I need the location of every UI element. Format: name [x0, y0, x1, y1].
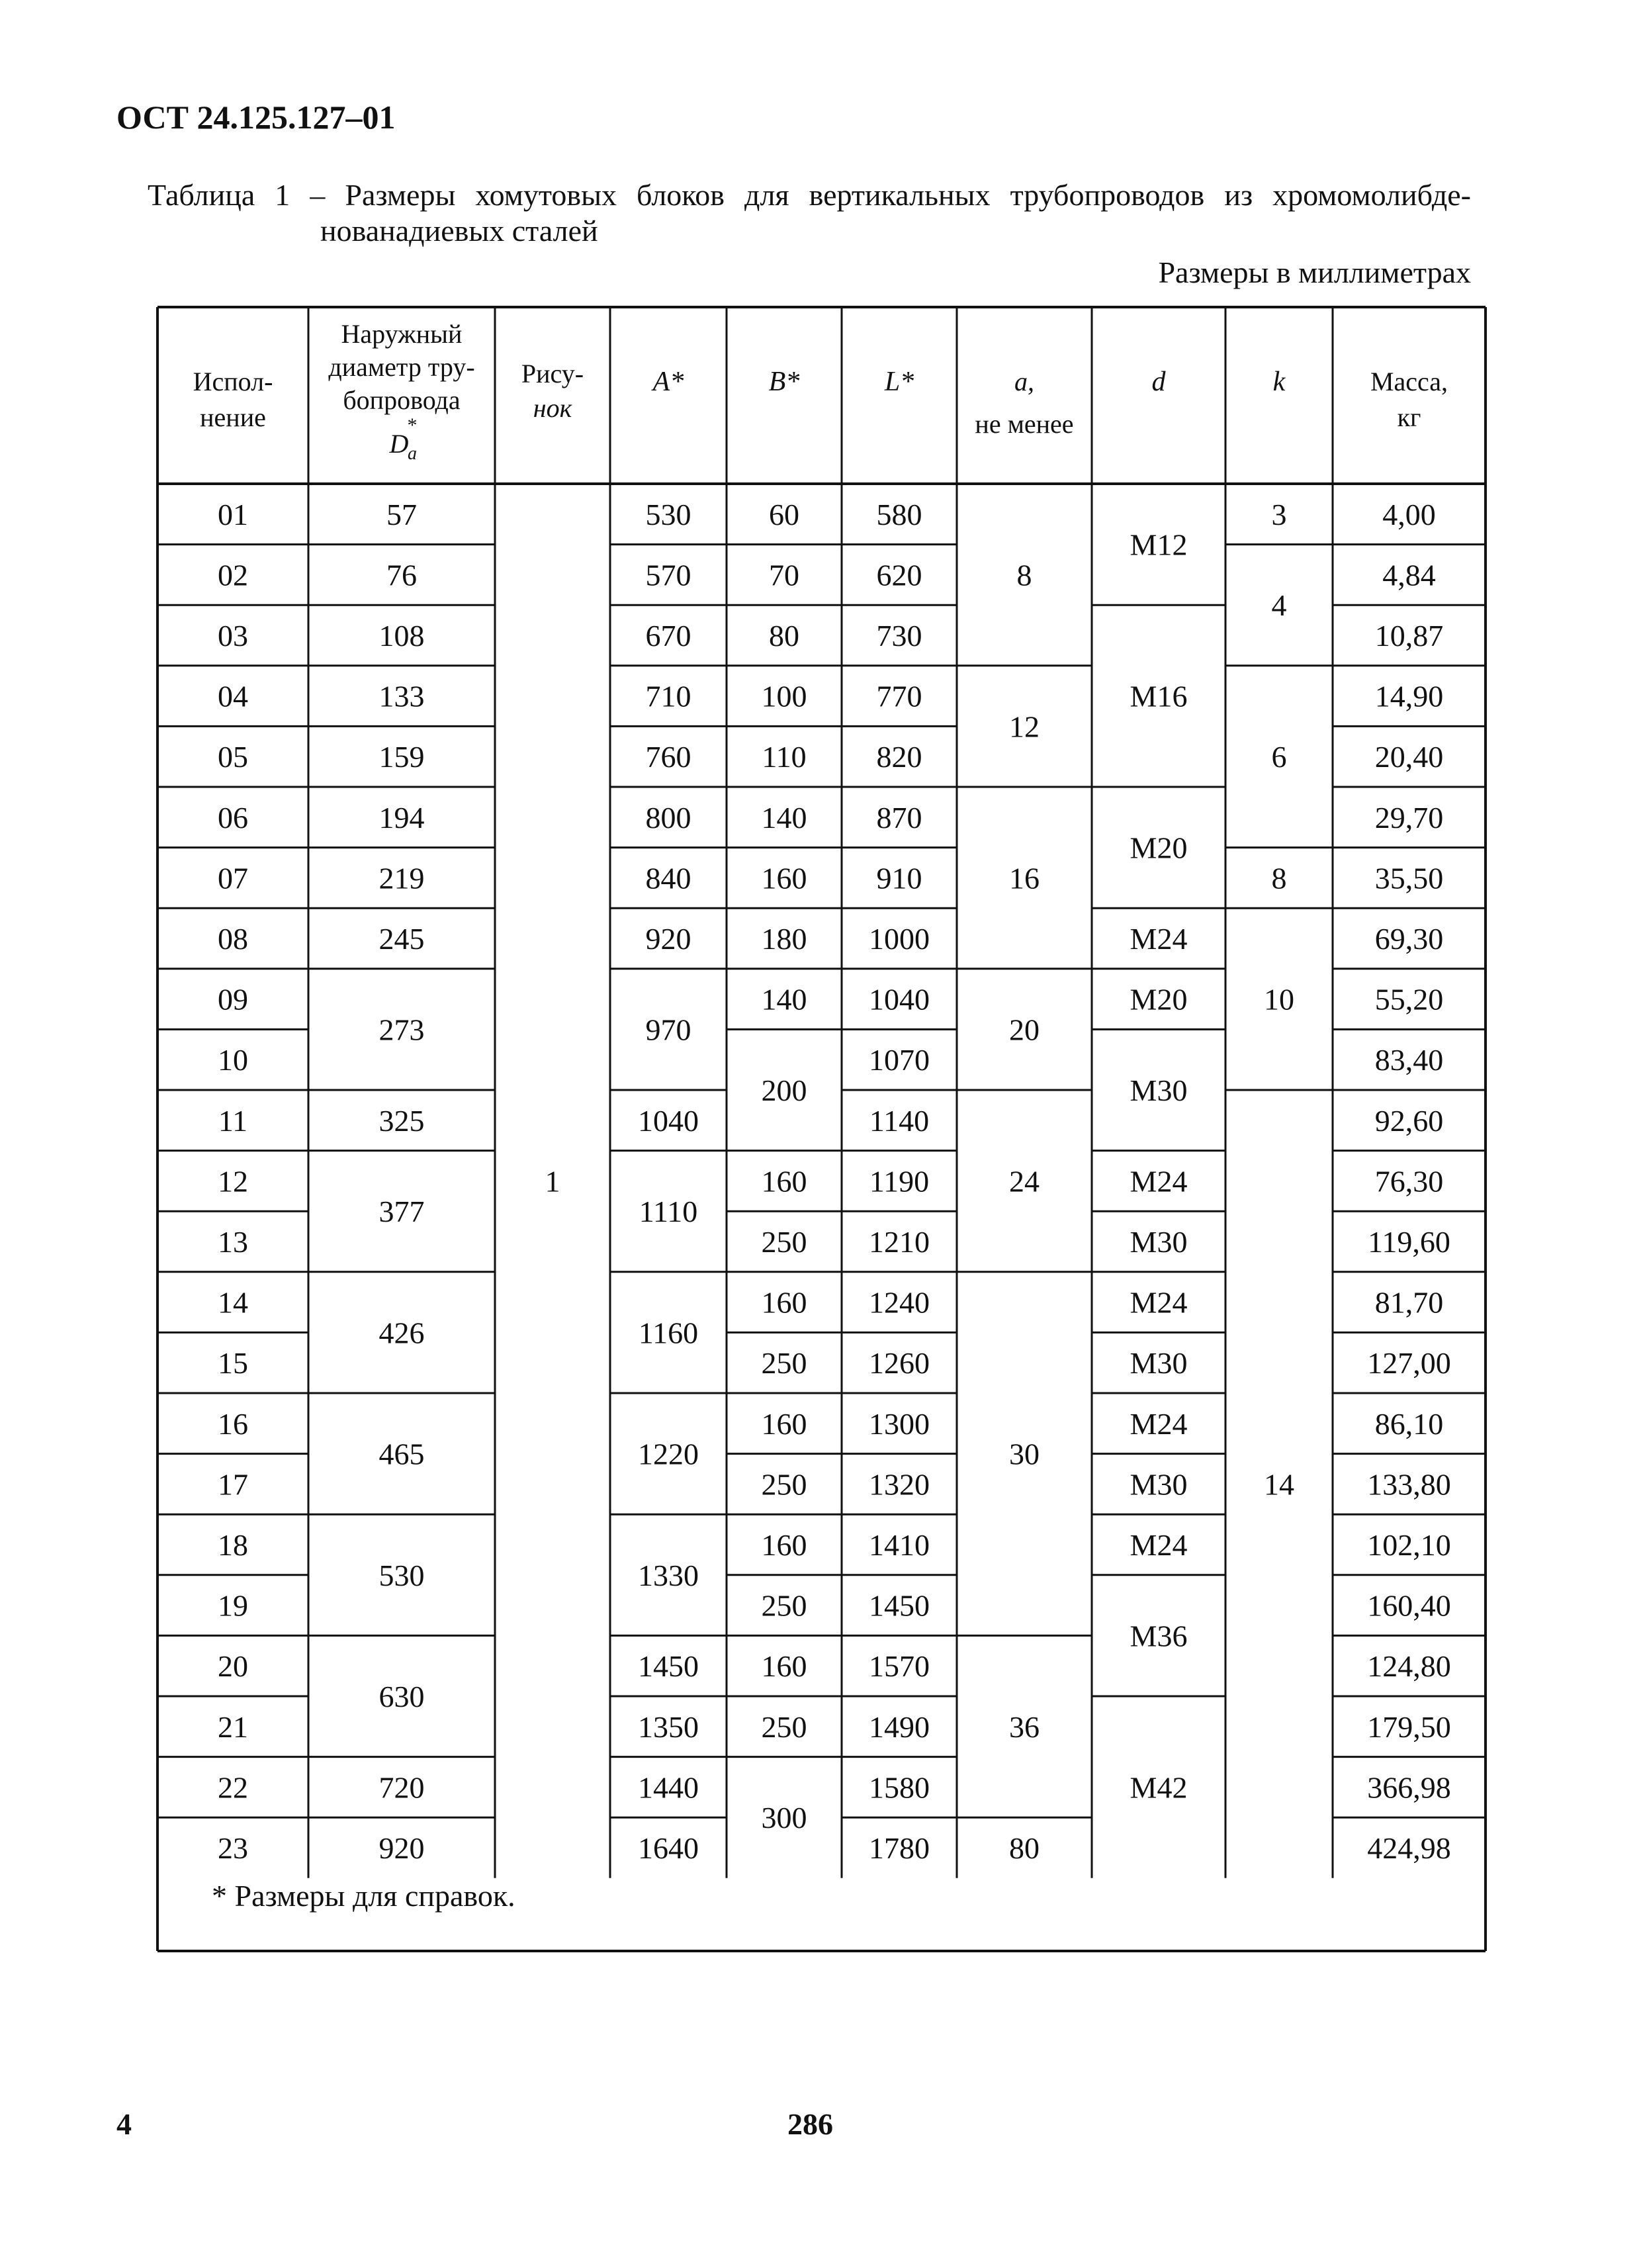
cell-B: 80: [769, 619, 799, 653]
cell-L: 1190: [869, 1164, 930, 1199]
cell-A: 1110: [639, 1195, 698, 1229]
page-number-left: 4: [116, 2107, 132, 2141]
cell-ispolnenie: 08: [218, 922, 248, 956]
cell-B: 180: [761, 922, 807, 956]
units-note: Размеры в миллиметрах: [1158, 255, 1471, 289]
cell-ispolnenie: 09: [218, 982, 248, 1017]
cell-B: 140: [761, 982, 807, 1017]
header-risunok: Рису-: [521, 359, 584, 388]
cell-A: 920: [645, 922, 691, 956]
cell-k: 10: [1264, 982, 1294, 1017]
cell-ispolnenie: 22: [218, 1770, 248, 1805]
cell-B: 160: [761, 1406, 807, 1441]
table-caption-continuation: нованадиевых сталей: [320, 214, 598, 248]
cell-B: 250: [761, 1346, 807, 1381]
cell-A: 1330: [638, 1558, 699, 1592]
header-L: L*: [884, 367, 914, 397]
cell-L: 1570: [869, 1649, 930, 1684]
cell-A: 710: [645, 679, 691, 713]
page-number-center: 286: [787, 2107, 833, 2141]
cell-ispolnenie: 11: [218, 1103, 248, 1138]
cell-B: 250: [761, 1709, 807, 1744]
cell-B: 200: [761, 1073, 807, 1107]
cell-d-thread: М24: [1130, 922, 1188, 956]
cell-ispolnenie: 18: [218, 1528, 248, 1562]
header-diameter-superscript: *: [407, 414, 418, 436]
cell-A: 1160: [638, 1316, 699, 1350]
cell-mass: 86,10: [1374, 1406, 1444, 1441]
cell-L: 1780: [869, 1831, 930, 1865]
cell-ispolnenie: 10: [218, 1043, 248, 1077]
cell-d-thread: М30: [1130, 1467, 1188, 1502]
cell-L: 1580: [869, 1770, 930, 1805]
cell-mass: 160,40: [1367, 1588, 1451, 1623]
cell-a-min: 20: [1009, 1013, 1040, 1047]
cell-L: 1450: [869, 1588, 930, 1623]
cell-k: 3: [1271, 497, 1287, 531]
cell-ispolnenie: 02: [218, 558, 248, 592]
cell-A: 840: [645, 861, 691, 895]
cell-mass: 35,50: [1374, 861, 1444, 895]
cell-mass: 92,60: [1374, 1103, 1444, 1138]
cell-mass: 81,70: [1374, 1285, 1444, 1320]
cell-diameter: 465: [378, 1437, 425, 1471]
cell-ispolnenie: 14: [218, 1285, 248, 1320]
cell-a-min: 8: [1016, 558, 1032, 592]
cell-L: 1260: [869, 1346, 930, 1381]
cell-A: 800: [645, 800, 691, 835]
cell-a-min: 36: [1009, 1709, 1040, 1744]
cell-diameter: 630: [378, 1680, 425, 1713]
cell-A: 1040: [638, 1103, 699, 1138]
cell-diameter: 159: [378, 740, 425, 774]
cell-L: 1300: [869, 1406, 930, 1441]
cell-L: 1490: [869, 1709, 930, 1744]
cell-A: 1440: [638, 1770, 699, 1805]
cell-L: 1070: [869, 1043, 930, 1077]
cell-mass: 4,00: [1382, 497, 1436, 531]
cell-ispolnenie: 12: [218, 1164, 248, 1199]
cell-A: 570: [645, 558, 691, 592]
header-diameter-symbol: D: [389, 429, 409, 459]
cell-k: 14: [1264, 1467, 1294, 1502]
cell-B: 110: [762, 740, 807, 774]
cell-a-min: 30: [1009, 1437, 1040, 1471]
cell-mass: 83,40: [1374, 1043, 1444, 1077]
header-diameter: диаметр тру-: [328, 352, 475, 382]
cell-mass: 76,30: [1374, 1164, 1444, 1199]
cell-mass: 102,10: [1367, 1528, 1451, 1562]
cell-ispolnenie: 16: [218, 1406, 248, 1441]
cell-a-min: 12: [1009, 709, 1040, 744]
cell-d-thread: М20: [1130, 831, 1188, 865]
cell-d-thread: М36: [1130, 1619, 1188, 1653]
cell-diameter: 920: [378, 1831, 425, 1865]
cell-A: 1220: [638, 1437, 699, 1471]
cell-diameter: 426: [378, 1316, 425, 1350]
cell-d-thread: М20: [1130, 982, 1188, 1017]
cell-B: 160: [761, 1164, 807, 1199]
cell-mass: 119,60: [1368, 1225, 1450, 1259]
cell-A: 670: [645, 619, 691, 653]
cell-mass: 127,00: [1367, 1346, 1451, 1381]
cell-d-thread: М30: [1130, 1346, 1188, 1381]
cell-B: 250: [761, 1225, 807, 1259]
cell-d-thread: М24: [1130, 1164, 1188, 1199]
header-risunok: нок: [533, 393, 572, 423]
cell-L: 770: [876, 679, 922, 713]
cell-d-thread: М24: [1130, 1406, 1188, 1441]
document-code: ОСТ 24.125.127–01: [116, 99, 396, 136]
header-a: a,: [1014, 367, 1034, 396]
table-caption: Таблица 1 – Размеры хомутовых блоков для вертикальных трубопроводов из хромомолибде-: [148, 178, 1471, 212]
cell-B: 160: [761, 1528, 807, 1562]
cell-L: 820: [876, 740, 922, 774]
header-A: A*: [652, 367, 684, 397]
cell-ispolnenie: 06: [218, 800, 248, 835]
cell-mass: 124,80: [1367, 1649, 1451, 1684]
cell-mass: 179,50: [1367, 1709, 1451, 1744]
header-d: d: [1151, 367, 1166, 397]
cell-ispolnenie: 19: [218, 1588, 248, 1623]
cell-A: 1350: [638, 1709, 699, 1744]
cell-L: 1140: [869, 1103, 930, 1138]
cell-A: 970: [645, 1013, 691, 1047]
cell-ispolnenie: 20: [218, 1649, 248, 1684]
cell-d-thread: М30: [1130, 1073, 1188, 1107]
cell-ispolnenie: 04: [218, 679, 248, 713]
header-ispolnenie: нение: [200, 402, 266, 432]
cell-mass: 20,40: [1374, 740, 1444, 774]
cell-diameter: 245: [378, 922, 425, 956]
header-diameter-subscript: a: [408, 443, 417, 464]
cell-mass: 10,87: [1374, 619, 1444, 653]
cell-diameter: 530: [378, 1558, 425, 1592]
cell-B: 160: [761, 1649, 807, 1684]
cell-A: 1640: [638, 1831, 699, 1865]
header-diameter: бопровода: [343, 385, 461, 415]
cell-A: 530: [645, 497, 691, 531]
cell-diameter: 57: [386, 497, 417, 531]
cell-A: 1450: [638, 1649, 699, 1684]
cell-B: 60: [769, 497, 799, 531]
cell-k: 8: [1271, 861, 1287, 895]
cell-L: 1240: [869, 1285, 930, 1320]
cell-L: 1000: [869, 922, 930, 956]
header-mass: Масса,: [1370, 367, 1448, 396]
cell-L: 1210: [869, 1225, 930, 1259]
header-ispolnenie: Испол-: [193, 367, 273, 396]
cell-L: 1040: [869, 982, 930, 1017]
cell-a-min: 24: [1009, 1164, 1040, 1199]
cell-diameter: 76: [386, 558, 417, 592]
cell-diameter: 133: [378, 679, 425, 713]
cell-ispolnenie: 07: [218, 861, 248, 895]
cell-L: 910: [876, 861, 922, 895]
cell-L: 620: [876, 558, 922, 592]
cell-mass: 424,98: [1367, 1831, 1451, 1865]
cell-B: 250: [761, 1588, 807, 1623]
cell-diameter: 219: [378, 861, 425, 895]
cell-ispolnenie: 01: [218, 497, 248, 531]
header-diameter: Наружный: [341, 319, 463, 349]
cell-L: 580: [876, 497, 922, 531]
cell-d-thread: М24: [1130, 1285, 1188, 1320]
header-mass: кг: [1397, 402, 1421, 432]
cell-B: 160: [761, 861, 807, 895]
cell-B: 70: [769, 558, 799, 592]
header-B: B*: [768, 367, 800, 397]
cell-k: 6: [1271, 740, 1287, 774]
cell-B: 100: [761, 679, 807, 713]
cell-mass: 366,98: [1367, 1770, 1451, 1805]
cell-L: 1320: [869, 1467, 930, 1502]
cell-L: 1410: [869, 1528, 930, 1562]
cell-diameter: 194: [378, 800, 425, 835]
cell-d-thread: М12: [1130, 527, 1188, 562]
cell-mass: 4,84: [1382, 558, 1436, 592]
cell-ispolnenie: 17: [218, 1467, 248, 1502]
cell-k: 4: [1271, 588, 1287, 623]
cell-L: 730: [876, 619, 922, 653]
cell-mass: 55,20: [1374, 982, 1444, 1017]
cell-d-thread: М24: [1130, 1528, 1188, 1562]
cell-ispolnenie: 03: [218, 619, 248, 653]
cell-a-min: 16: [1009, 861, 1040, 895]
cell-diameter: 325: [378, 1103, 425, 1138]
cell-diameter: 720: [378, 1770, 425, 1805]
cell-B: 160: [761, 1285, 807, 1320]
cell-mass: 14,90: [1374, 679, 1444, 713]
cell-mass: 69,30: [1374, 922, 1444, 956]
cell-mass: 133,80: [1367, 1467, 1451, 1502]
header-a: не менее: [975, 409, 1074, 439]
cell-mass: 29,70: [1374, 800, 1444, 835]
cell-d-thread: М42: [1130, 1770, 1188, 1805]
cell-ispolnenie: 23: [218, 1831, 248, 1865]
cell-ispolnenie: 13: [218, 1225, 248, 1259]
cell-A: 760: [645, 740, 691, 774]
cell-B: 300: [761, 1801, 807, 1835]
cell-diameter: 273: [378, 1013, 425, 1047]
table-footnote: * Размеры для справок.: [212, 1879, 515, 1913]
header-k: k: [1272, 367, 1286, 397]
cell-B: 250: [761, 1467, 807, 1502]
cell-risunok: 1: [545, 1164, 560, 1199]
cell-ispolnenie: 05: [218, 740, 248, 774]
cell-L: 870: [876, 800, 922, 835]
cell-B: 140: [761, 800, 807, 835]
cell-a-min: 80: [1009, 1831, 1040, 1865]
cell-ispolnenie: 21: [218, 1709, 248, 1744]
cell-d-thread: М16: [1130, 679, 1188, 713]
cell-ispolnenie: 15: [218, 1346, 248, 1381]
cell-d-thread: М30: [1130, 1225, 1188, 1259]
cell-diameter: 108: [378, 619, 425, 653]
cell-diameter: 377: [378, 1195, 425, 1229]
